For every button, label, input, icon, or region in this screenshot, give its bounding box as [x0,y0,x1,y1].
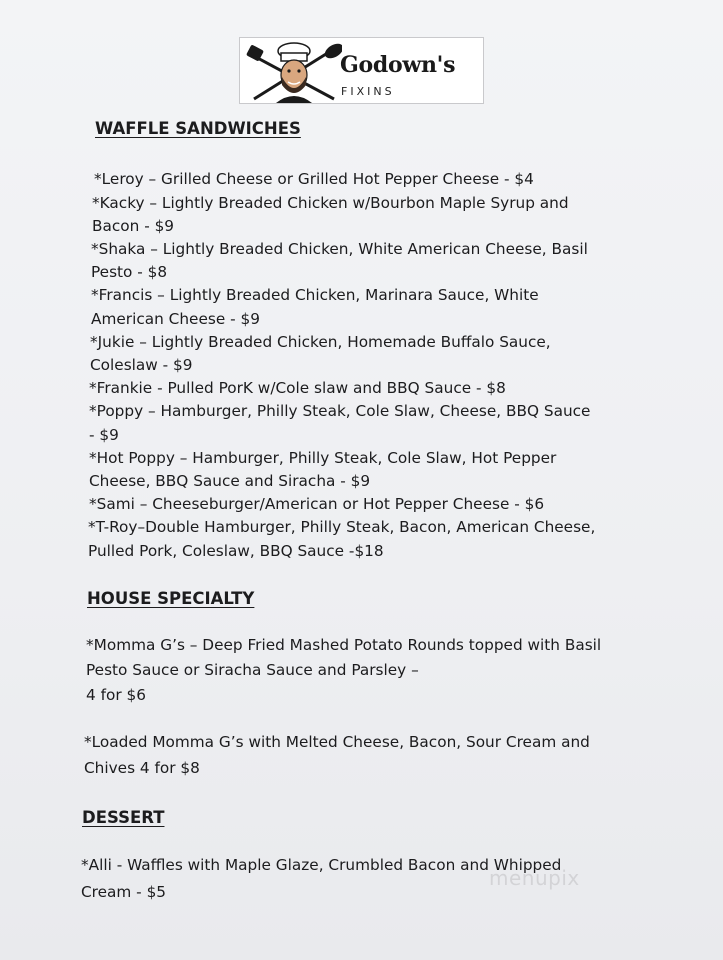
menu-line: Cream - $5 [81,883,167,901]
waffle-sandwiches-heading: WAFFLE SANDWICHES [95,119,301,138]
menu-line: *Loaded Momma G’s with Melted Cheese, Bacon, Sour Cream and [84,733,590,751]
chef-mascot-icon [246,41,342,103]
menu-line: Cheese, BBQ Sauce and Siracha - $9 [89,472,371,490]
menu-line: *Kacky – Lightly Breaded Chicken w/Bourbon Maple Syrup and [92,194,569,212]
menu-line: American Cheese - $9 [91,310,260,328]
brand-subtitle: FIXINS [341,85,395,98]
house-specialty-heading: HOUSE SPECIALTY [87,589,255,608]
menu-line: *Hot Poppy – Hamburger, Philly Steak, Cole Slaw, Hot Pepper [89,449,557,467]
menu-line: *Leroy – Grilled Cheese or Grilled Hot Pepper Cheese - $4 [94,170,534,188]
menu-line: Pesto - $8 [91,263,168,281]
menu-line: *T-Roy–Double Hamburger, Philly Steak, Bacon, American Cheese, [88,518,596,536]
menu-line: *Sami – Cheeseburger/American or Hot Pepper Cheese - $6 [89,495,545,513]
menu-line: *Poppy – Hamburger, Philly Steak, Cole Slaw, Cheese, BBQ Sauce [89,402,591,420]
watermark: menupix [489,866,580,890]
menu-line: Pesto Sauce or Siracha Sauce and Parsley – [86,661,419,679]
menu-line: *Francis – Lightly Breaded Chicken, Marinara Sauce, White [91,286,539,304]
menu-line: *Alli - Waffles with Maple Glaze, Crumbled Bacon and Whipped [81,856,562,874]
menu-line: Pulled Pork, Coleslaw, BBQ Sauce -$18 [88,542,384,560]
menu-line: *Frankie - Pulled PorK w/Cole slaw and BBQ Sauce - $8 [89,379,506,397]
menu-line: *Shaka – Lightly Breaded Chicken, White American Cheese, Basil [91,240,588,258]
menu-line: Bacon - $9 [92,217,175,235]
menu-line: *Jukie – Lightly Breaded Chicken, Homemade Buffalo Sauce, [90,333,551,351]
dessert-heading: DESSERT [82,808,165,827]
logo [239,37,484,104]
menu-line: - $9 [89,426,119,444]
menu-line: Coleslaw - $9 [90,356,193,374]
menu-line: *Momma G’s – Deep Fried Mashed Potato Rounds topped with Basil [86,636,602,654]
brand-name: Godown's [340,52,456,78]
menu-line: 4 for $6 [86,686,146,704]
menu-line: Chives 4 for $8 [84,759,200,777]
